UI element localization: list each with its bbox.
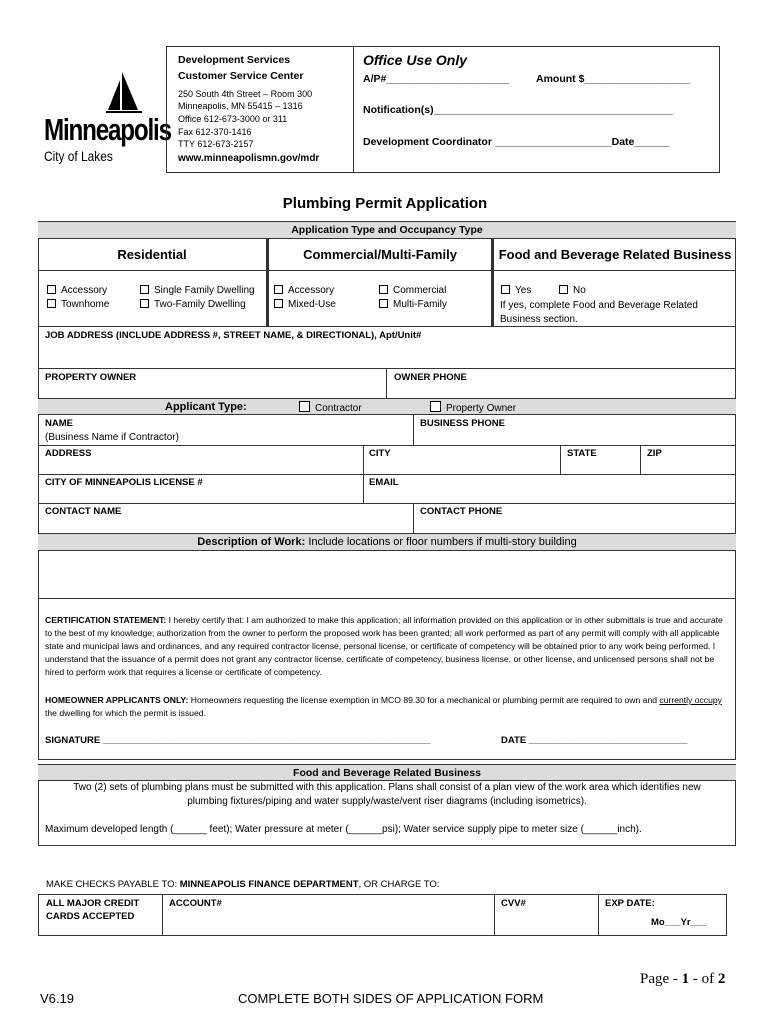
divider: [413, 503, 414, 533]
occ-title-rule: [38, 270, 736, 271]
page-total: 2: [717, 971, 726, 987]
org-line2: Customer Service Center: [178, 70, 304, 82]
checks-payable: [46, 879, 439, 890]
checkbox[interactable]: [274, 285, 283, 294]
description-heading: [38, 536, 736, 548]
com-accessory-option[interactable]: [274, 285, 334, 296]
divider: [560, 445, 561, 474]
page-mid: - of: [689, 971, 718, 987]
version-label: V6.19: [40, 991, 74, 1006]
date-line[interactable]: DATE ______________________________: [501, 735, 688, 746]
checkbox[interactable]: [47, 299, 56, 308]
name-sublabel: (Business Name if Contractor): [45, 432, 179, 443]
complete-both-sides: COMPLETE BOTH SIDES OF APPLICATION FORM: [238, 991, 544, 1006]
homeowner-underlined: currently occupy: [659, 695, 722, 705]
food-line2: plumbing fixtures/piping and water supply/waste/vent riser diagrams (including isometrics).: [187, 796, 587, 807]
checkbox[interactable]: [274, 299, 283, 308]
zip-label: ZIP: [647, 448, 662, 459]
divider: [162, 894, 163, 936]
res-two-option[interactable]: [140, 299, 246, 310]
divider: [640, 445, 641, 474]
applicant-type-label: Applicant Type:: [165, 401, 247, 413]
property-owner-option-label: Property Owner: [446, 403, 517, 414]
res-accessory-label: Accessory: [61, 285, 108, 296]
checks-prefix: MAKE CHECKS PAYABLE TO:: [46, 879, 178, 890]
applicant-band: [38, 398, 736, 415]
checkbox[interactable]: [47, 285, 56, 294]
divider: [363, 445, 364, 474]
cards-label-2: CARDS ACCEPTED: [46, 911, 135, 922]
address-label: ADDRESS: [45, 448, 92, 459]
checkbox[interactable]: [379, 299, 388, 308]
description-note: Include locations or floor numbers if multi-story building: [308, 536, 577, 548]
divider: [598, 894, 599, 936]
rule: [38, 503, 736, 504]
email-label: EMAIL: [369, 477, 399, 488]
res-two-label: Two-Family Dwelling: [154, 299, 246, 310]
contractor-label: Contractor: [315, 403, 362, 414]
notification-field: Notification(s)_________________________________________: [363, 104, 674, 116]
homeowner-text2: the dwelling for which the permit is issued.: [45, 708, 206, 718]
property-owner-label: PROPERTY OWNER: [45, 372, 137, 383]
cards-label-1: ALL MAJOR CREDIT: [46, 898, 140, 909]
com-mixed-label: Mixed-Use: [288, 299, 336, 310]
com-commercial-label: Commercial: [393, 285, 447, 296]
property-owner-option[interactable]: [430, 401, 516, 414]
cvv-label: CVV#: [501, 898, 526, 909]
page-prefix: Page -: [640, 971, 682, 987]
com-mixed-option[interactable]: [274, 299, 336, 310]
res-single-label: Single Family Dwelling: [154, 285, 255, 296]
com-commercial-option[interactable]: [379, 285, 446, 296]
description-label: Description of Work:: [197, 536, 306, 548]
coordinator-field: Development Coordinator ____________________Date______: [363, 136, 670, 148]
rule: [38, 474, 736, 475]
divider: [386, 368, 387, 398]
org-line1: Development Services: [178, 54, 291, 66]
occupancy-band-title: Application Type and Occupancy Type: [291, 224, 483, 236]
food-note: If yes, complete Food and Beverage Related Business section.: [500, 300, 698, 325]
business-phone-label: BUSINESS PHONE: [420, 418, 505, 429]
food-yes-option[interactable]: [501, 285, 531, 296]
checkbox[interactable]: [140, 285, 149, 294]
logo-tagline: City of Lakes: [44, 148, 113, 164]
checkbox[interactable]: [501, 285, 510, 294]
com-multi-option[interactable]: [379, 299, 447, 310]
divider: [494, 894, 495, 936]
res-single-option[interactable]: [140, 285, 255, 296]
website-link[interactable]: www.minneapolismn.gov/mdr: [178, 153, 320, 164]
food-yes-label: Yes: [515, 285, 532, 296]
page-current: 1: [681, 971, 690, 987]
exp-date-label: EXP DATE:: [605, 898, 655, 909]
name-label: NAME: [45, 418, 73, 429]
page-title: Plumbing Permit Application: [282, 195, 488, 212]
divider: [363, 474, 364, 503]
fax-number: Fax 612-370-1416: [178, 127, 252, 137]
col-residential-title: Residential: [117, 247, 187, 262]
res-townhome-label: Townhome: [61, 299, 110, 310]
sailboat-icon: [100, 70, 150, 118]
contact-name-label: CONTACT NAME: [45, 506, 122, 517]
ap-field: A/P#_____________________: [363, 73, 509, 85]
signature-line[interactable]: SIGNATURE ______________________________________________________________: [45, 735, 431, 746]
rule: [38, 598, 736, 599]
address-line2: Minneapolis, MN 55415 – 1316: [178, 101, 303, 111]
food-band-title: Food and Beverage Related Business: [293, 767, 481, 779]
checkbox[interactable]: [430, 401, 441, 412]
tty-number: TTY 612-673-2157: [178, 139, 254, 149]
res-accessory-option[interactable]: [47, 285, 107, 296]
state-label: STATE: [567, 448, 597, 459]
rule: [38, 445, 736, 446]
address-line1: 250 South 4th Street – Room 300: [178, 89, 313, 99]
office-use-title: Office Use Only: [363, 52, 468, 68]
logo-city-name: Minneapolis: [44, 112, 171, 147]
com-accessory-label: Accessory: [288, 285, 335, 296]
checkbox[interactable]: [140, 299, 149, 308]
checks-dept: MINNEAPOLIS FINANCE DEPARTMENT: [179, 879, 359, 890]
homeowner-statement: [45, 694, 725, 720]
contractor-option[interactable]: [299, 401, 362, 414]
certification-statement: [45, 614, 725, 679]
checkbox[interactable]: [299, 401, 310, 412]
contact-phone-label: CONTACT PHONE: [420, 506, 503, 517]
divider: [413, 415, 414, 445]
res-townhome-option[interactable]: [47, 299, 109, 310]
header-divider: [353, 46, 354, 173]
owner-phone-label: OWNER PHONE: [394, 372, 467, 383]
col-food-title: Food and Beverage Related Business: [498, 247, 732, 262]
office-phone: Office 612-673-3000 or 311: [178, 114, 288, 124]
account-label: ACCOUNT#: [169, 898, 222, 909]
homeowner-label: HOMEOWNER APPLICANTS ONLY:: [45, 695, 189, 705]
mo-yr-label: Mo___Yr___: [651, 917, 707, 928]
amount-field: Amount $__________________: [536, 73, 690, 85]
license-label: CITY OF MINNEAPOLIS LICENSE #: [45, 477, 203, 488]
homeowner-text: Homeowners requesting the license exemption in MCO 89.30 for a mechanical or plumbing permit are required to own and: [190, 695, 657, 705]
page-number: [640, 971, 725, 988]
food-no-option[interactable]: [559, 285, 586, 296]
rule: [38, 326, 736, 327]
certification-label: CERTIFICATION STATEMENT:: [45, 615, 167, 625]
checks-suffix: , OR CHARGE TO:: [358, 879, 440, 890]
food-measurements: Maximum developed length (______ feet); Water pressure at meter (______psi); Water service supply pipe to meter size (______inch).: [45, 824, 642, 835]
job-address-label: JOB ADDRESS (INCLUDE ADDRESS #, STREET NAME, & DIRECTIONAL), Apt/Unit#: [45, 330, 422, 341]
city-label: CITY: [369, 448, 391, 459]
checkbox[interactable]: [379, 285, 388, 294]
com-multi-label: Multi-Family: [393, 299, 447, 310]
food-line1: Two (2) sets of plumbing plans must be submitted with this application. Plans shall consist of a plan view of the work area which identifies new: [73, 782, 701, 793]
checkbox[interactable]: [559, 285, 568, 294]
col-commercial-title: Commercial/Multi-Family: [303, 247, 457, 262]
rule: [38, 368, 736, 369]
food-no-label: No: [573, 285, 586, 296]
certification-text: I hereby certify that: I am authorized to make this application; all information provided on this application or in other submittals is true and accurate to the best of my knowledge; authorization from the owner to perform the proposed work has been granted; all work performed as part of any permit will comply with all applicable state and municipal laws and ordinances, and any required contractor license, personal license, or certificate of competency will be obtained prior to any work being performed. I understand that the issuance of a permit does not grant any contractor license, certificate of competency, business license, or other license, and unlicensed persons shall not be hired to perform work that requires a license or certificate of competency.: [45, 615, 723, 677]
